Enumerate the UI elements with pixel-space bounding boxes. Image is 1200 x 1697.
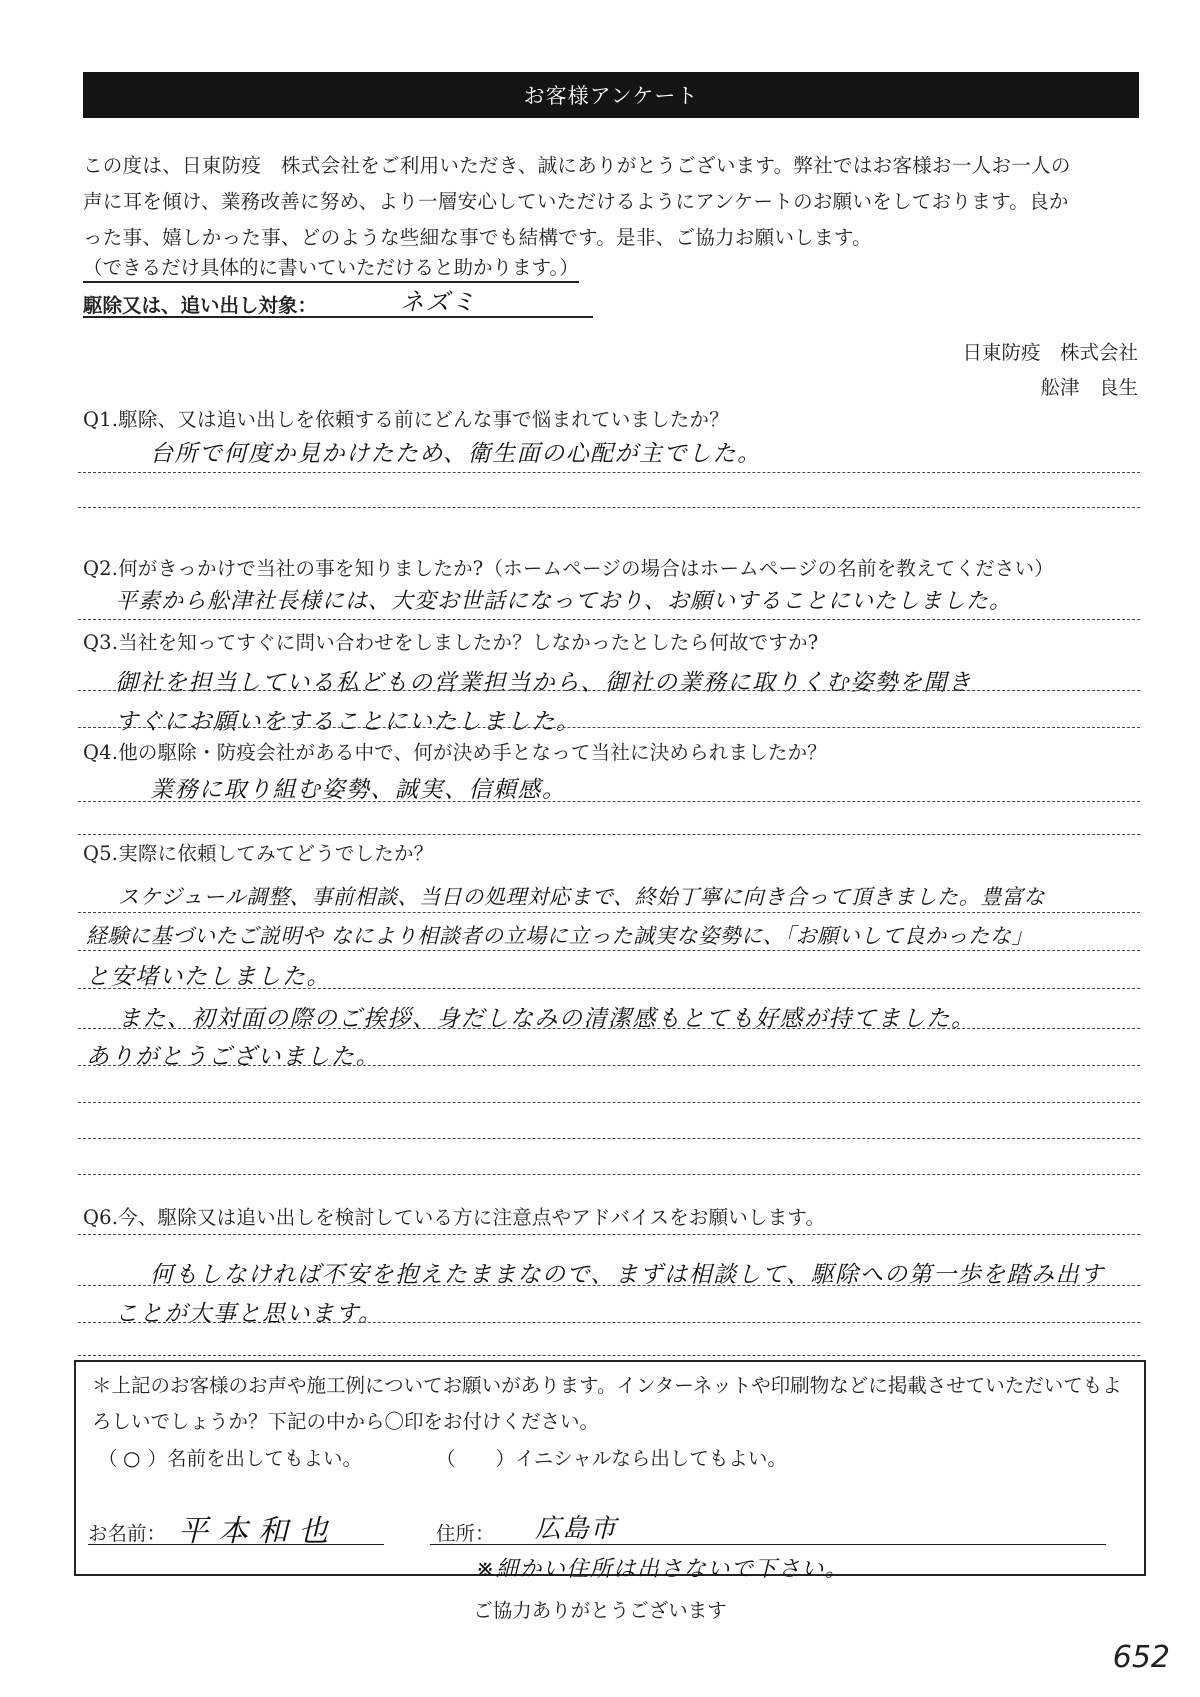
answer-5-line-3: と安堵いたしました。 [86, 964, 331, 990]
target-value: ネズミ [400, 288, 477, 316]
name-underline [88, 1544, 384, 1545]
answer-rule [78, 507, 1140, 508]
answer-rule [78, 727, 1140, 728]
answer-rule [78, 834, 1140, 835]
answer-rule [78, 472, 1140, 473]
intro-note: （できるだけ具体的に書いていただけると助かります。） [83, 252, 579, 283]
survey-title: お客様アンケート [523, 84, 699, 108]
answer-rule [78, 1322, 1140, 1323]
intro-line: 声に耳を傾け、業務改善に努め、より一層安心していただけるようにアンケートのお願いをしております。良か [83, 190, 1069, 213]
answer-6-line-2: ことが大事と思います。 [115, 1301, 383, 1327]
answer-rule [78, 1028, 1140, 1029]
thanks-message: ご協力ありがとうございます [473, 1599, 727, 1622]
answer-5-line-5: ありがとうございました。 [86, 1044, 380, 1070]
answer-rule [78, 988, 1140, 989]
name-label: お名前： [88, 1522, 167, 1545]
answer-5-line-2: 経験に基づいたご説明や なにより相談者の立場に立った誠実な姿勢に、「お願いして良かったな」 [86, 924, 1034, 948]
consent-option-name[interactable]: （ ○ ）名前を出してもよい。 [98, 1446, 363, 1470]
answer-3-line-1: 御社を担当している私どもの営業担当から、御社の業務に取りくむ姿勢を聞き [115, 670, 973, 696]
answer-rule [78, 619, 1140, 620]
answer-rule [78, 1102, 1140, 1103]
survey-title-bar [83, 72, 1139, 118]
answer-5-line-4: また、初対面の際のご挨拶、身だしなみの清潔感もとても好感が持てました。 [118, 1006, 976, 1032]
target-underline [83, 316, 593, 318]
answer-rule [78, 1234, 1140, 1235]
option-label: イニシャルなら出してもよい。 [515, 1447, 787, 1470]
answer-3-line-2: すぐにお願いをすることにいたしました。 [115, 709, 581, 735]
address-value: 広島市 [535, 1514, 618, 1544]
answer-rule [78, 950, 1140, 951]
answer-1-line-1: 台所で何度か見かけたため、衛生面の心配が主でした。 [150, 441, 762, 467]
consent-option-initial[interactable]: （ ）イニシャルなら出してもよい。 [436, 1447, 787, 1470]
company-person: 舩津 良生 [1040, 376, 1138, 399]
address-note: ※細かい住所は出さないで下さい。 [476, 1557, 849, 1582]
answer-rule [78, 801, 1140, 802]
question-1: Q1.駆除、又は追い出しを依頼する前にどんな事で悩まれていましたか？ [83, 408, 729, 431]
question-4: Q4.他の駆除・防疫会社がある中で、何が決め手となって当社に決められましたか？ [83, 741, 828, 764]
option-label: 名前を出してもよい。 [167, 1447, 363, 1470]
question-2: Q2.何がきっかけで当社の事を知りましたか?（ホームページの場合はホームページの名前を教えてください） [83, 557, 1054, 580]
address-underline [430, 1544, 1106, 1545]
company-name: 日東防疫 株式会社 [962, 341, 1138, 364]
answer-rule [78, 1355, 1140, 1356]
answer-6-line-1: 何もしなければ不安を抱えたままなので、まずは相談して、駆除への第一歩を踏み出す [150, 1262, 1105, 1288]
intro-paragraph [83, 148, 1143, 256]
consent-text: ＊上記のお客様のお声や施工例についてお願いがあります。インターネットや印刷物などに掲載させていただいてもよろしいでしょうか？下記の中から〇印をお付けください。 [92, 1374, 1122, 1433]
answer-5-line-1: スケジュール調整、事前相談、当日の処理対応まで、終始丁寧に向き合って頂きました。豊富な [118, 885, 1046, 909]
answer-rule [78, 1138, 1140, 1139]
name-value: 平本和也 [178, 1514, 338, 1549]
intro-line: った事、嬉しかった事、どのような些細な事でも結構です。是非、ご協力お願いします。 [83, 226, 872, 249]
question-5: Q5.実際に依頼してみてどうでしたか？ [83, 842, 434, 865]
target-label: 駆除又は、追い出し対象： [83, 294, 318, 317]
answer-rule [78, 1065, 1140, 1066]
answer-4-line-1: 業務に取り組む姿勢、誠実、信頼感。 [150, 777, 567, 803]
intro-line: この度は、日東防疫 株式会社をご利用いただき、誠にありがとうございます。弊社ではお客様お一人お一人の [83, 154, 1071, 177]
page-number: 652 [1112, 1640, 1170, 1675]
question-3: Q3.当社を知ってすぐに問い合わせをしましたか？しなかったとしたら何故ですか? [83, 631, 819, 654]
option-mark: ○ [123, 1446, 142, 1470]
answer-rule [78, 1174, 1140, 1175]
answer-rule [78, 1285, 1140, 1286]
answer-rule [78, 912, 1140, 913]
address-label: 住所： [436, 1522, 495, 1545]
answer-2-line-1: 平素から舩津社長様には、大変お世話になっており、お願いすることにいたしました。 [115, 589, 1013, 614]
question-6: Q6.今、駆除又は追い出しを検討している方に注意点やアドバイスをお願いします。 [83, 1206, 826, 1229]
answer-rule [78, 690, 1140, 691]
